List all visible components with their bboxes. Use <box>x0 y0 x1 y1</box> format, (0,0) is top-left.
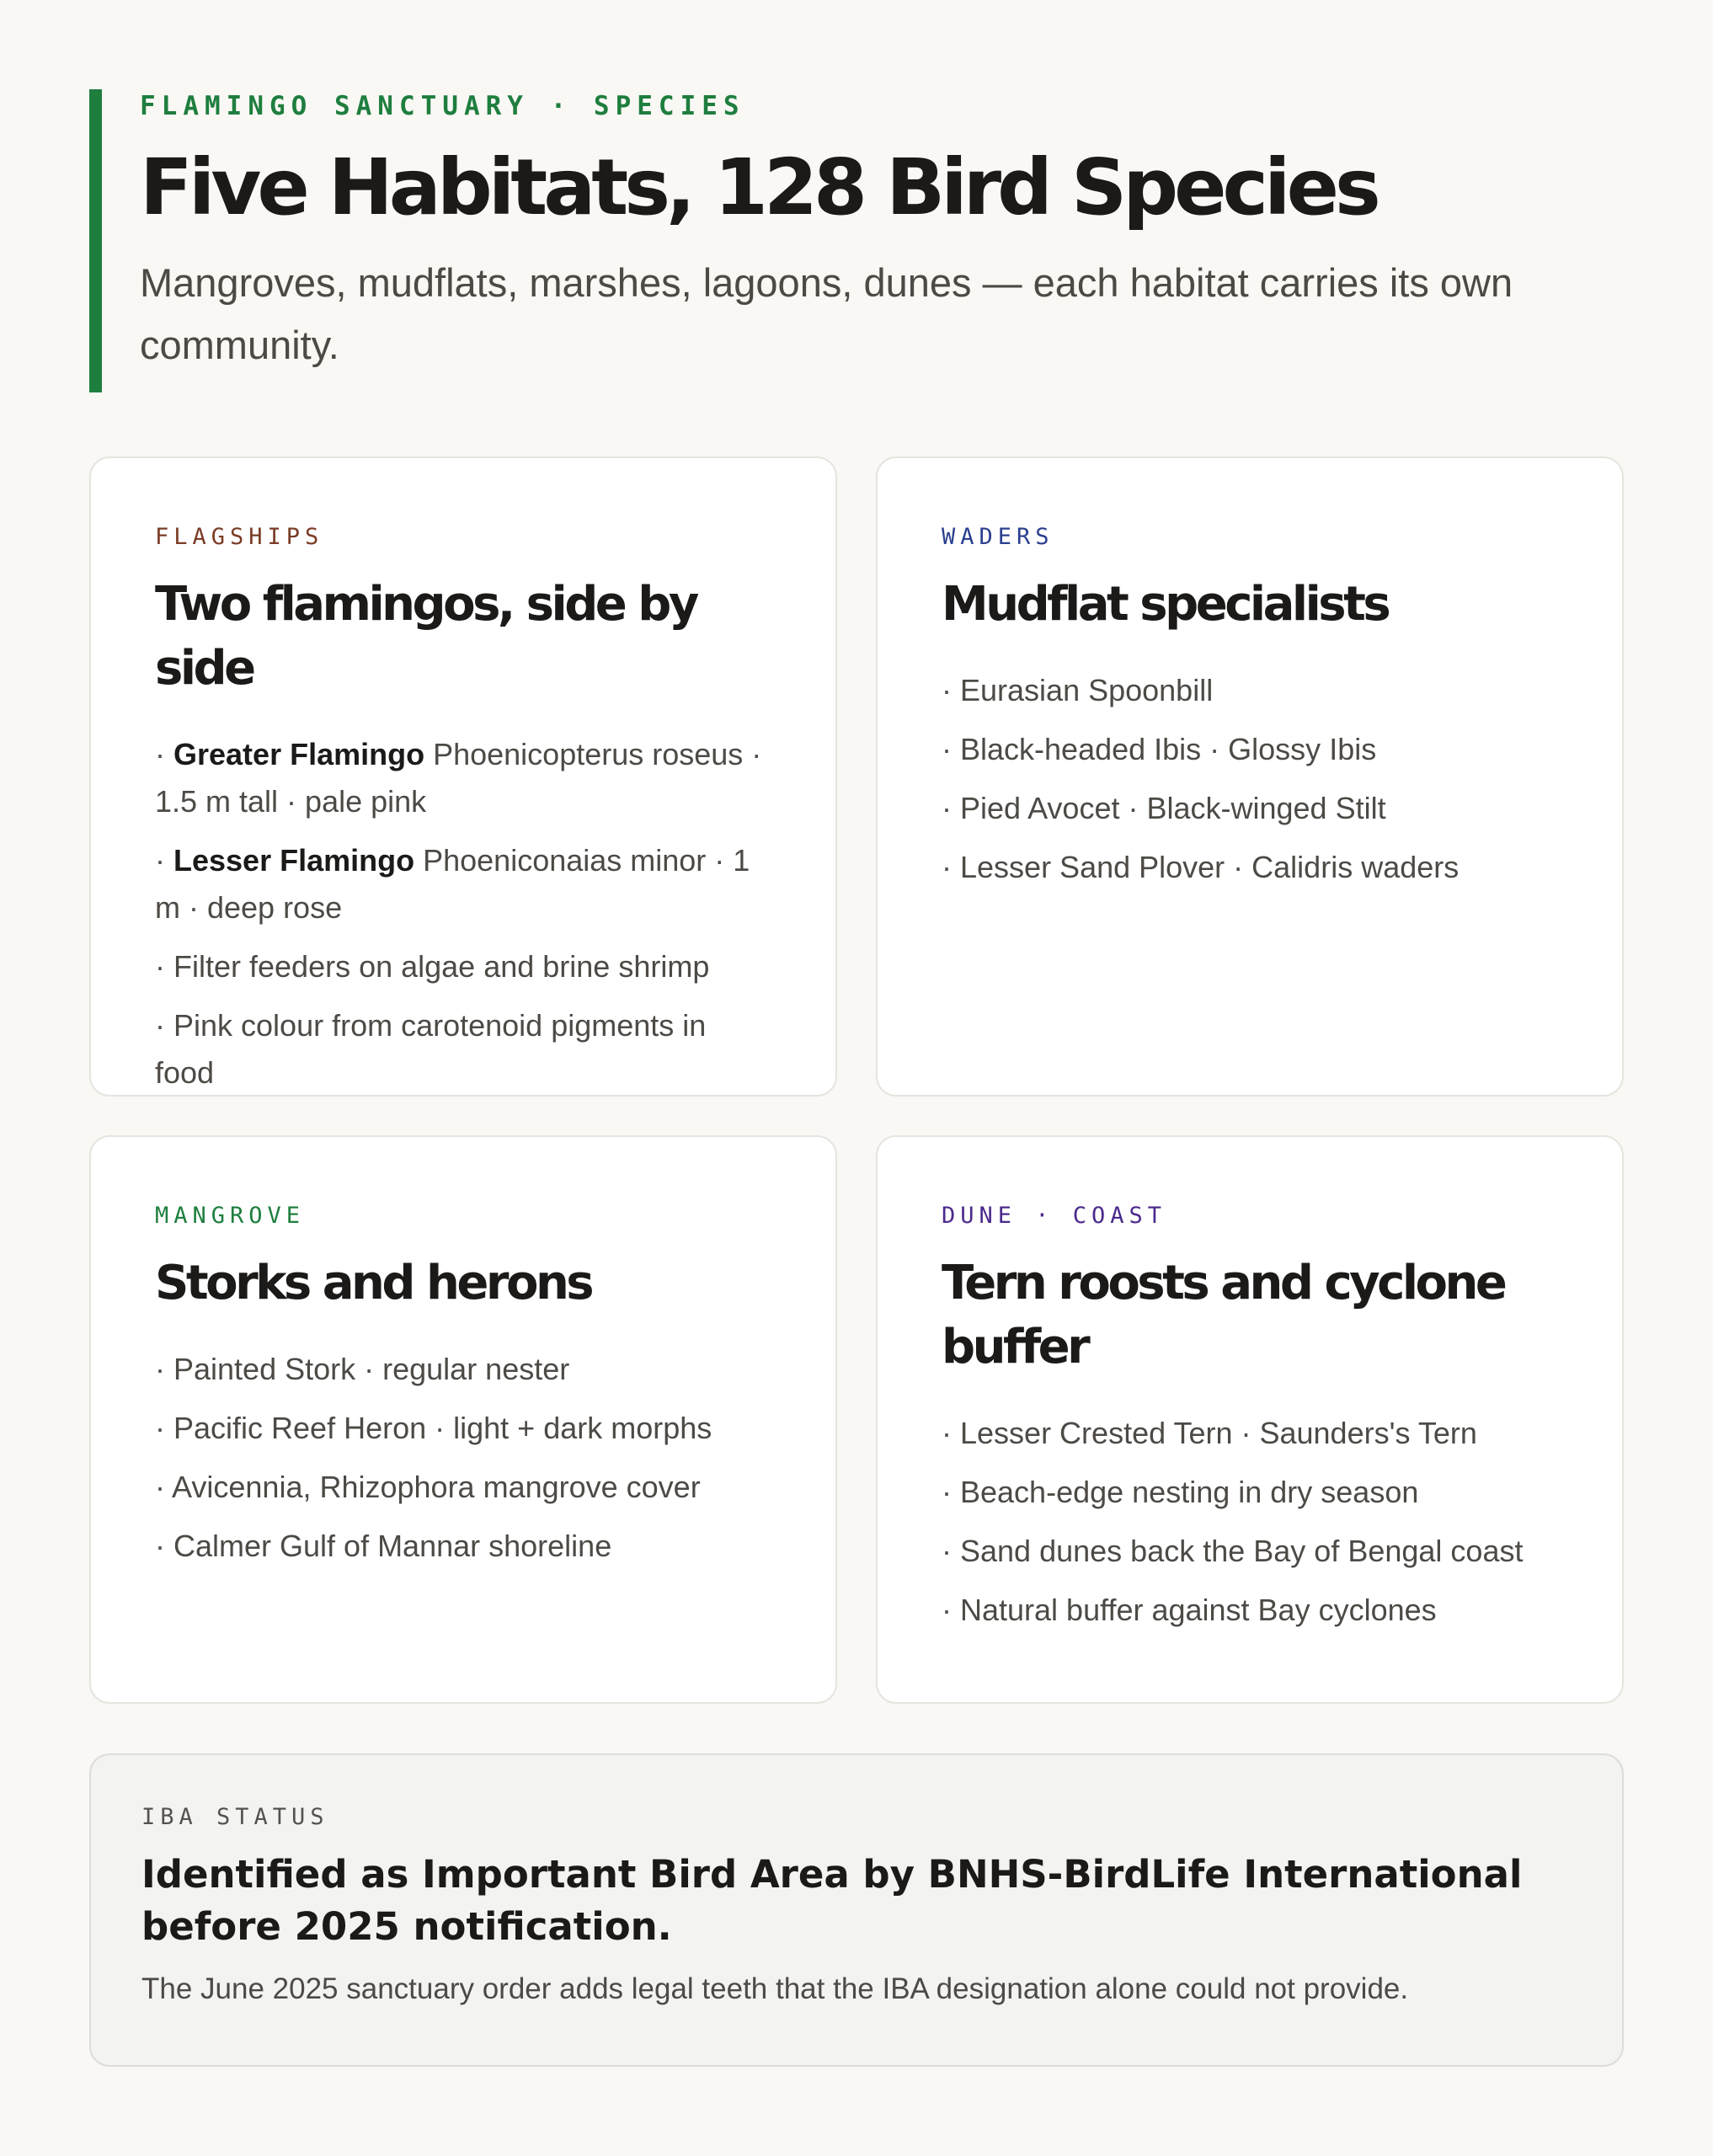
card-waders <box>876 456 1624 1097</box>
list-item: · Lesser Sand Plover · Calidris waders <box>942 850 1460 884</box>
list-item: · Sand dunes back the Bay of Bengal coast <box>942 1534 1524 1568</box>
card-list <box>942 1410 1558 1634</box>
list-item: · Black-headed Ibis · Glossy Ibis <box>942 732 1377 766</box>
iba-tag: IBA STATUS <box>141 1804 329 1830</box>
card-tag: WADERS <box>942 524 1054 550</box>
iba-status-panel <box>89 1753 1624 2067</box>
list-item: · Pied Avocet · Black-winged Stilt <box>942 791 1386 825</box>
card-list <box>155 1346 771 1570</box>
card-mangrove <box>89 1135 837 1704</box>
list-item: · Avicennia, Rhizophora mangrove cover <box>155 1470 701 1504</box>
card-flagships <box>89 456 837 1097</box>
card-tag: DUNE · COAST <box>942 1203 1167 1229</box>
species-name: Greater Flamingo <box>173 737 425 771</box>
iba-body: The June 2025 sanctuary order adds legal teeth that the IBA designation alone could not provide. <box>141 1972 1409 2005</box>
list-item: · Eurasian Spoonbill <box>942 673 1214 707</box>
page-subtitle: Mangroves, mudflats, marshes, lagoons, dunes — each habitat carries its own community. <box>140 260 1513 368</box>
eyebrow-label: FLAMINGO SANCTUARY · SPECIES <box>140 91 745 121</box>
list-item: · Greater Flamingo Phoenicopterus roseus · 1.5 m tall · pale pink <box>155 737 762 819</box>
iba-heading: Identified as Important Bird Area by BNHS-BirdLife International before 2025 notification. <box>141 1852 1523 1949</box>
list-item: · Painted Stork · regular nester <box>155 1352 570 1386</box>
page-title: Five Habitats, 128 Bird Species <box>140 142 1377 232</box>
list-item: · Natural buffer against Bay cyclones <box>942 1593 1437 1627</box>
species-name: Lesser Flamingo <box>173 843 415 878</box>
card-title: Two flamingos, side by side <box>155 577 696 696</box>
list-item: · Pacific Reef Heron · light + dark morphs <box>155 1411 712 1445</box>
card-tag: MANGROVE <box>155 1203 306 1229</box>
card-list <box>942 667 1558 891</box>
list-item: · Pink colour from carotenoid pigments in food <box>155 1008 707 1090</box>
list-item: · Lesser Crested Tern · Saunders's Tern <box>942 1416 1477 1450</box>
list-item: · Calmer Gulf of Mannar shoreline <box>155 1529 612 1563</box>
card-title: Tern roosts and cyclone buffer <box>942 1256 1505 1374</box>
list-item: · Filter feeders on algae and brine shrimp <box>155 949 710 984</box>
card-title: Storks and herons <box>155 1256 592 1310</box>
list-item: · Beach-edge nesting in dry season <box>942 1475 1419 1509</box>
card-list <box>155 731 771 1097</box>
card-tag: FLAGSHIPS <box>155 524 324 550</box>
card-title: Mudflat specialists <box>942 577 1389 632</box>
list-item: · Lesser Flamingo Phoeniconaias minor · 1 m · deep rose <box>155 843 750 925</box>
card-dune-coast <box>876 1135 1624 1704</box>
page-header <box>89 89 1622 392</box>
